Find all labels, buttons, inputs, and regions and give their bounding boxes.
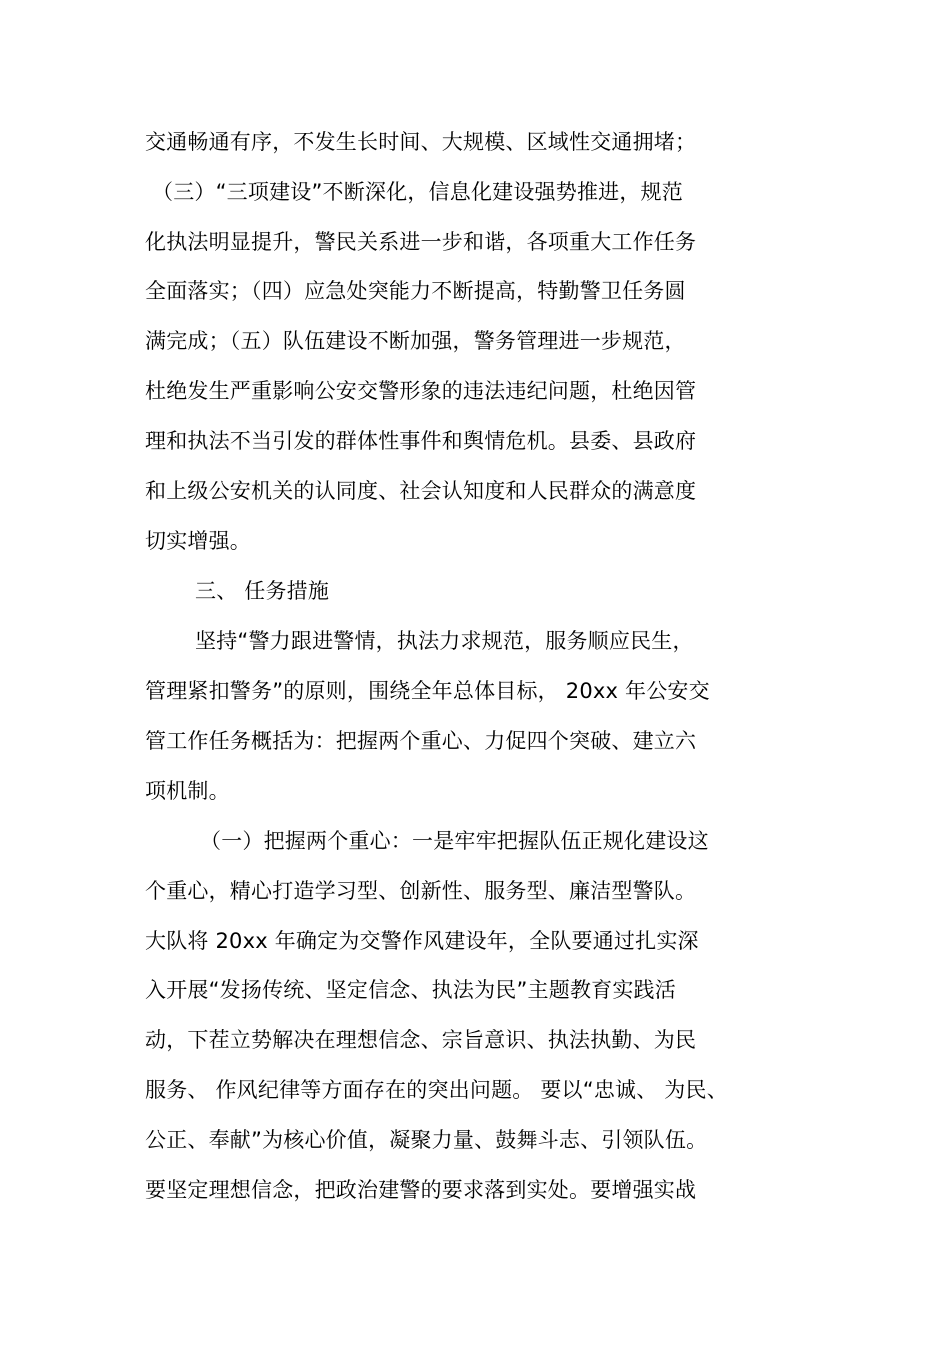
paragraph-line: 大队将 20xx 年确定为交警作风建设年，全队要通过扎实深 [145,929,699,953]
paragraph-line: 化执法明显提升，警民关系进一步和谐，各项重大工作任务 [145,230,697,254]
paragraph-line: 杜绝发生严重影响公安交警形象的违法违纪问题，杜绝因管 [145,379,697,403]
paragraph-line: 项机制。 [145,779,230,803]
paragraph-line: 切实增强。 [145,529,251,553]
paragraph-line: 服务、 作风纪律等方面存在的突出问题。 要以“忠诚、 为民、 [145,1078,728,1102]
paragraph-line: 个重心，精心打造学习型、创新性、服务型、廉洁型警队。 [145,879,697,903]
paragraph-line: 入开展“发扬传统、坚定信念、执法为民”主题教育实践活 [145,978,676,1002]
paragraph-line: 公正、奉献”为核心价值，凝聚力量、鼓舞斗志、引领队伍。 [145,1128,708,1152]
paragraph-line: 要坚定理想信念，把政治建警的要求落到实处。要增强实战 [145,1178,697,1202]
paragraph-line: 管理紧扣警务”的原则，围绕全年总体目标， 20xx 年公安交 [145,679,710,703]
paragraph-line: （三）“三项建设”不断深化，信息化建设强势推进，规范 [152,180,683,204]
paragraph-line: 管工作任务概括为：把握两个重心、力促四个突破、建立六 [145,729,697,753]
paragraph-line: 和上级公安机关的认同度、社会认知度和人民群众的满意度 [145,479,697,503]
paragraph-line: 交通畅通有序，不发生长时间、大规模、区域性交通拥堵； [145,130,697,154]
section-heading: 三、 任务措施 [195,579,330,603]
paragraph-line: 坚持“警力跟进警情，执法力求规范，服务顺应民生， [195,629,694,653]
paragraph-line: 满完成；（五）队伍建设不断加强，警务管理进一步规范， [145,329,686,353]
paragraph-line: （一）把握两个重心：一是牢牢把握队伍正规化建设这 [200,829,709,853]
paragraph-line: 动，下茬立势解决在理想信念、宗旨意识、执法执勤、为民 [145,1028,697,1052]
paragraph-line: 全面落实；（四）应急处突能力不断提高，特勤警卫任务圆 [145,279,686,303]
paragraph-line: 理和执法不当引发的群体性事件和舆情危机。县委、县政府 [145,429,697,453]
